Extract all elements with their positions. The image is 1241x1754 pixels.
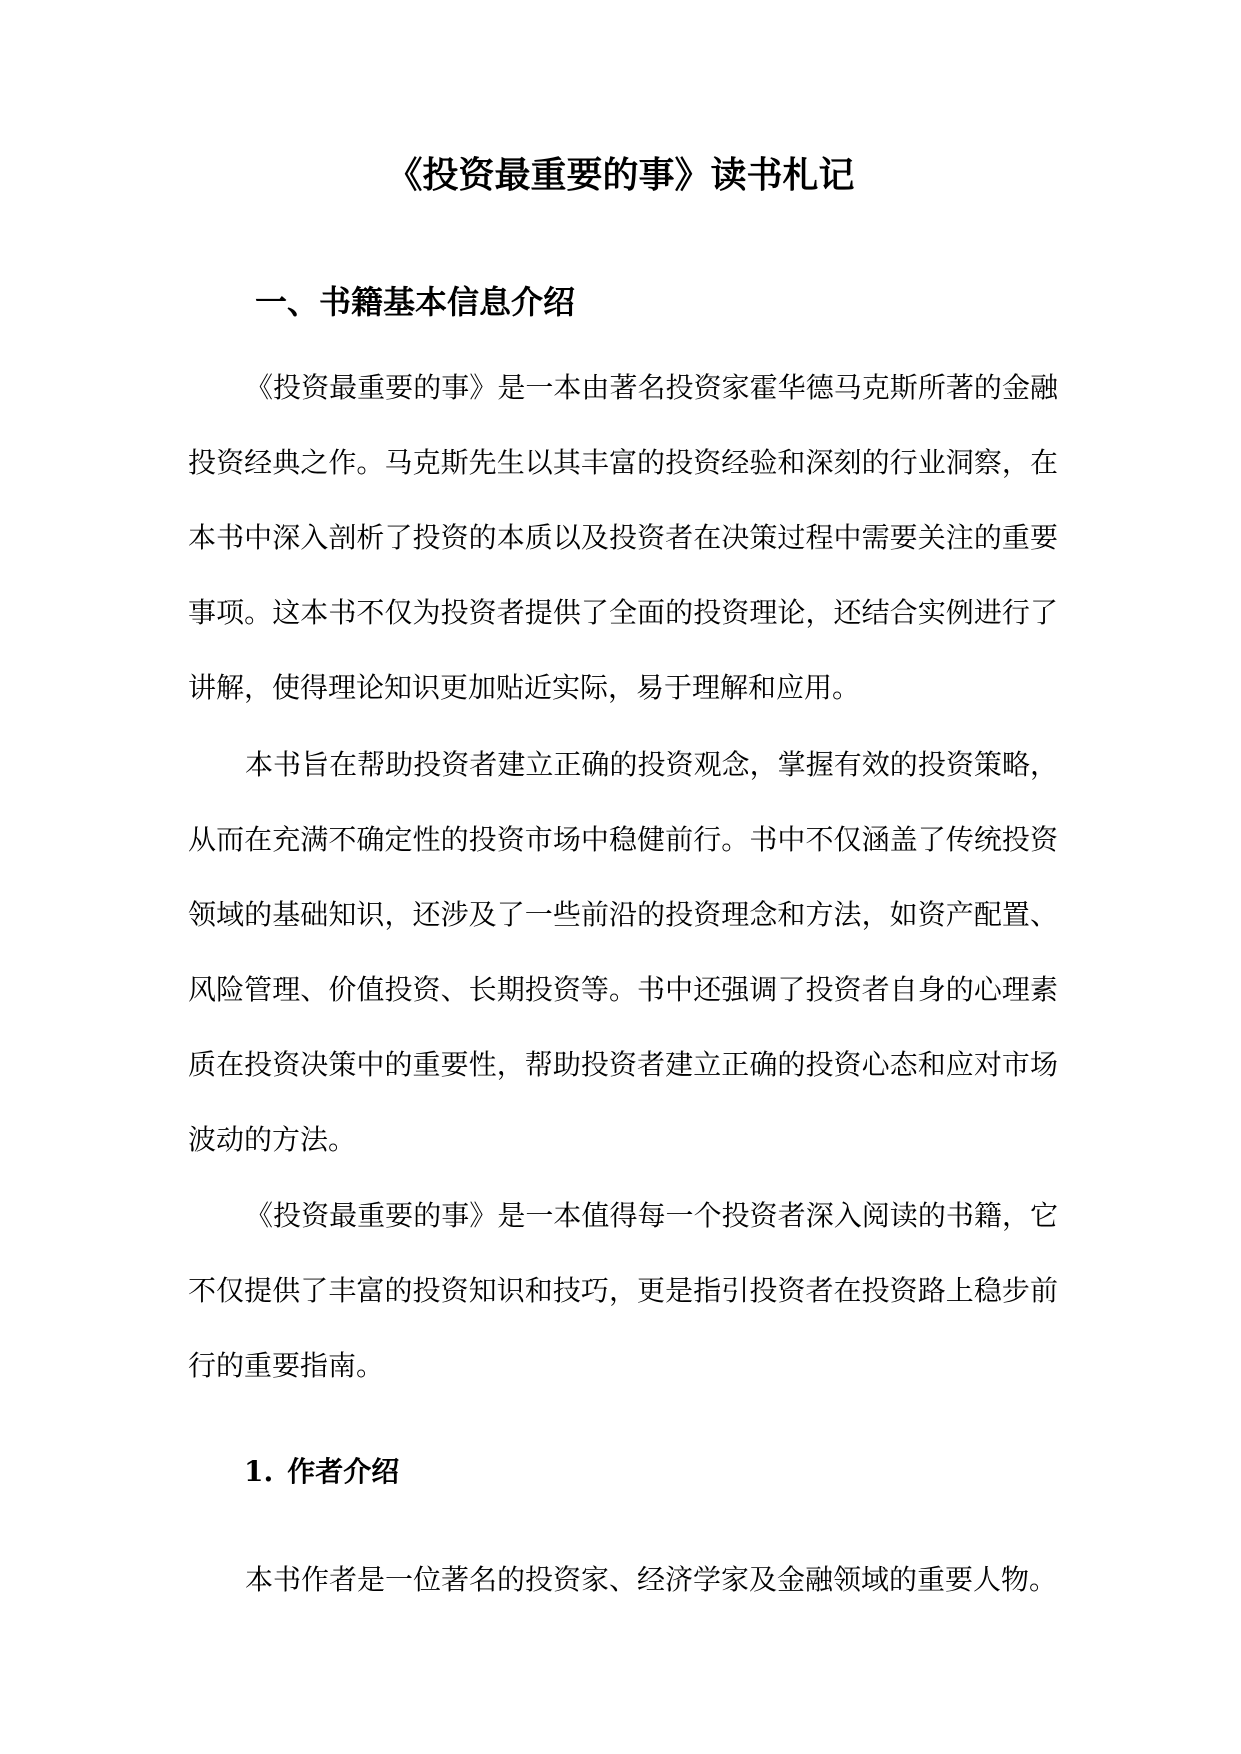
paragraph-book-purpose: 本书旨在帮助投资者建立正确的投资观念，掌握有效的投资策略，从而在充满不确定性的投资市场中稳健前行。书中不仅涵盖了传统投资领域的基础知识，还涉及了一些前沿的投资理念和方法，如资产配置、风险管理、价值投资、长期投资等。书中还强调了投资者自身的心理素质在投资决策中的重要性，帮助投资者建立正确的投资心态和应对市场波动的方法。 (188, 748, 1058, 1156)
paragraph-book-intro: 《投资最重要的事》是一本由著名投资家霍华德马克斯所著的金融投资经典之作。马克斯先生以其丰富的投资经验和深刻的行业洞察，在本书中深入剖析了投资的本质以及投资者在决策过程中需要关注的重要事项。这本书不仅为投资者提供了全面的投资理论，还结合实例进行了讲解，使得理论知识更加贴近实际，易于理解和应用。 (188, 371, 1058, 704)
subsection-title: 作者介绍 (287, 1455, 400, 1488)
document-title: 《投资最重要的事》读书札记 (386, 154, 855, 196)
section-heading-book-info: 一、书籍基本信息介绍 (255, 283, 576, 321)
subsection-heading-author (244, 1452, 399, 1492)
subsection-number: 1. (244, 1455, 274, 1488)
paragraph-book-recommendation: 《投资最重要的事》是一本值得每一个投资者深入阅读的书籍，它不仅提供了丰富的投资知识和技巧，更是指引投资者在投资路上稳步前行的重要指南。 (188, 1199, 1058, 1382)
paragraph-author-intro: 本书作者是一位著名的投资家、经济学家及金融领域的重要人物。 (245, 1563, 1058, 1596)
